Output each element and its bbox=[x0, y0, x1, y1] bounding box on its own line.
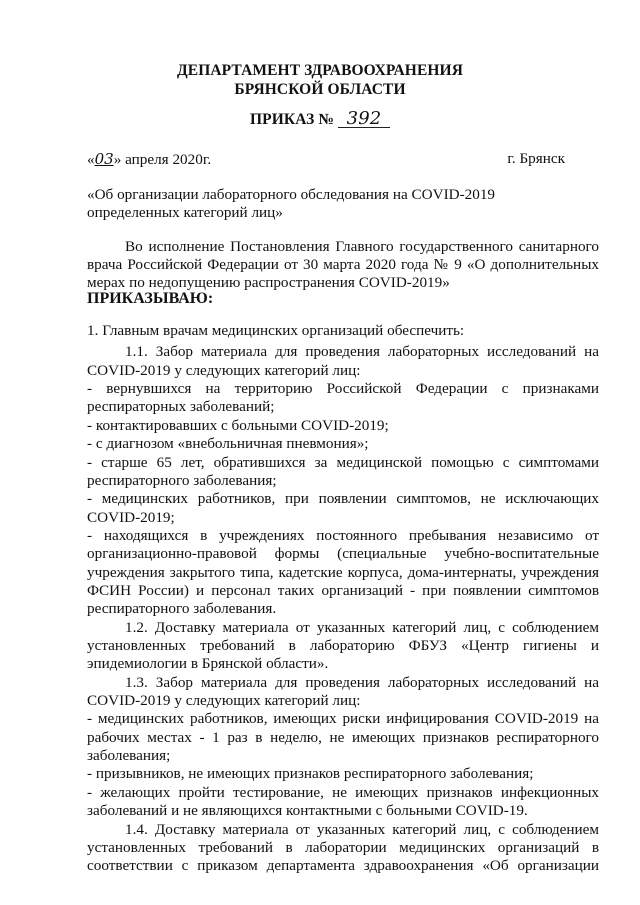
body-line: заболевания; bbox=[87, 747, 171, 764]
preamble-line-1: Во исполнение Постановления Главного государственного санитарного bbox=[125, 238, 599, 255]
subject-line-2: определенных категорий лиц» bbox=[87, 204, 283, 221]
body-line: учреждения закрытого типа, кадетские корпуса, дома-интернаты, учреждения bbox=[87, 563, 599, 581]
order-heading bbox=[0, 108, 640, 129]
body-line: ФСИН России) и персонал таких организаций - при появлении симптомов bbox=[87, 581, 599, 599]
preamble-line-3: мерах по недопущению распространения COVID-2019» bbox=[87, 274, 450, 291]
date-quote-open: « bbox=[87, 151, 95, 168]
preamble-line-2: врача Российской Федерации от 30 марта 2020 года № 9 «О дополнительных bbox=[87, 256, 599, 273]
body-line: соответствии с приказом департамента здравоохранения «Об организации bbox=[87, 857, 599, 875]
body-line: организационно-правовой формы (специальные учебно-воспитательные bbox=[87, 545, 599, 563]
body-line: - призывников, не имеющих признаков респираторного заболевания; bbox=[87, 765, 534, 783]
body-line: - контактировавших с больными COVID-2019; bbox=[87, 416, 389, 434]
order-word: ПРИКАЗЫВАЮ: bbox=[87, 290, 214, 307]
body-line: 1.2. Доставку материала от указанных категорий лиц, с соблюдением bbox=[125, 618, 599, 636]
body-line: 1.4. Доставку материала от указанных категорий лиц, с соблюдением bbox=[125, 820, 599, 838]
department-title-line1: ДЕПАРТАМЕНТ ЗДРАВООХРАНЕНИЯ bbox=[177, 62, 463, 79]
date-rest: » апреля 2020г. bbox=[113, 151, 212, 168]
body-line: - вернувшихся на территорию Российской Федерации с признаками bbox=[87, 380, 599, 398]
body-line: респираторных заболеваний; bbox=[87, 398, 275, 416]
body-line: COVID-2019 у следующих категорий лиц: bbox=[87, 692, 361, 709]
body-line: респираторного заболевания; bbox=[87, 471, 277, 489]
body-line: установленных требований в лаборатории медицинских организаций в bbox=[87, 838, 599, 856]
date-day: 03 bbox=[94, 150, 114, 168]
body-line: установленных требований в лабораторию ФБУЗ «Центр гигиены и bbox=[87, 637, 599, 654]
order-number: 392 bbox=[338, 111, 390, 128]
body-line: - находящихся в учреждениях постоянного пребывания независимо от bbox=[87, 526, 599, 544]
body-line: 1.3. Забор материала для проведения лабораторных исследований на bbox=[125, 673, 599, 691]
department-title-line2: БРЯНСКОЙ ОБЛАСТИ bbox=[234, 81, 406, 98]
body-line: 1.1. Забор материала для проведения лабораторных исследований на bbox=[125, 343, 599, 361]
body-line: - старше 65 лет, обратившихся за медицинской помощью с симптомами bbox=[87, 453, 599, 471]
body-line: - медицинских работников, имеющих риски инфицирования COVID-2019 на bbox=[87, 710, 599, 728]
body-line: респираторного заболевания. bbox=[87, 600, 277, 618]
body-line: - медицинских работников, при появлении симптомов, не исключающих bbox=[87, 490, 599, 508]
body-line: COVID-2019; bbox=[87, 508, 175, 526]
body-line: 1. Главным врачам медицинских организаций обеспечить: bbox=[87, 322, 465, 339]
body-line: COVID-2019 у следующих категорий лиц: bbox=[87, 361, 361, 379]
subject-line-1: «Об организации лабораторного обследования на COVID-2019 bbox=[87, 186, 496, 203]
body-line: рабочих местах - 1 раз в неделю, не имеющих признаков респираторного bbox=[87, 728, 599, 746]
body-line: заболеваний и не являющихся контактными с больными COVID-19. bbox=[87, 802, 528, 820]
body-line: - желающих пройти тестирование, не имеющих признаков инфекционных bbox=[87, 783, 599, 801]
body-line: - с диагнозом «внебольничная пневмония»; bbox=[87, 435, 369, 453]
body-line: эпидемиологии в Брянской области». bbox=[87, 655, 329, 673]
order-label: ПРИКАЗ № bbox=[249, 111, 335, 128]
order-city: г. Брянск bbox=[507, 150, 565, 167]
